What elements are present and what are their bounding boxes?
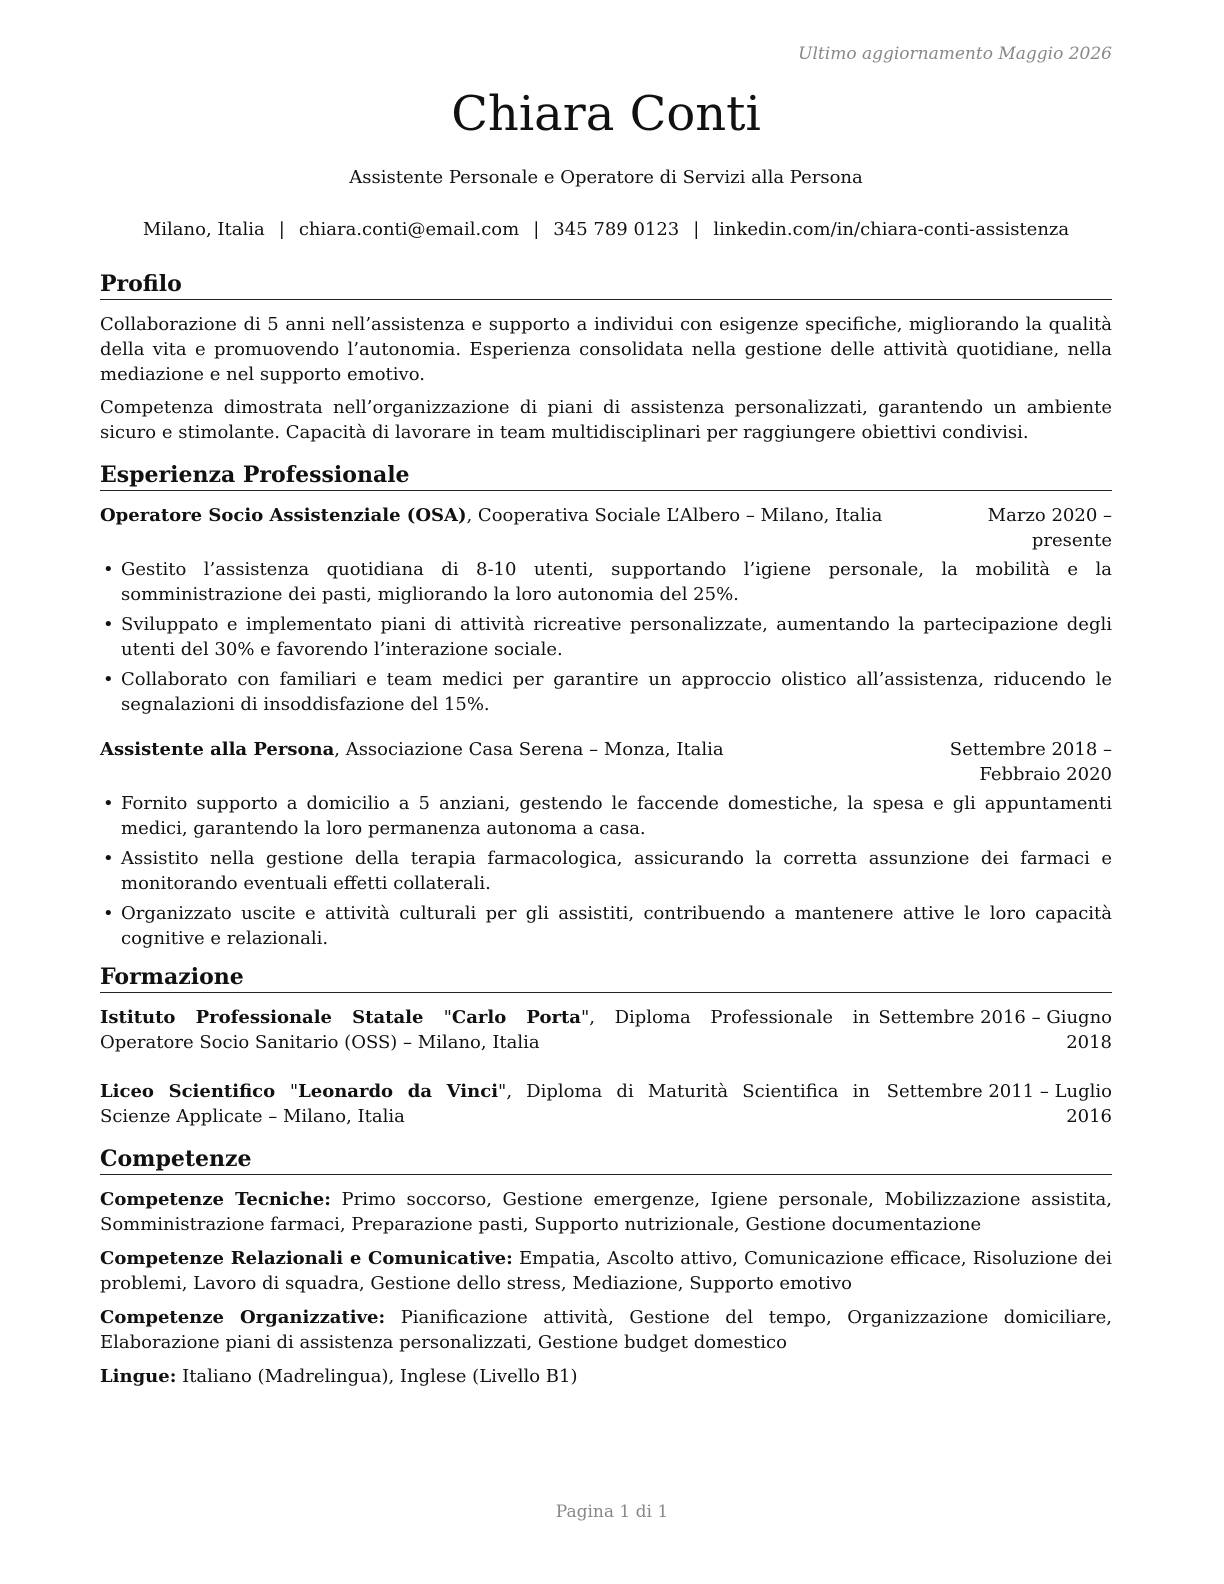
list-item: • Collaborato con familiari e team medici per garantire un approccio olistico all’assistenza, riducendo le segnalazioni di insoddisfazione del 15%. [103,669,1112,715]
skill-group: Competenze Tecniche: Primo soccorso, Gestione emergenze, Igiene personale, Mobilizzazione assistita, Somministrazione farmaci, Preparazione pasti, Supporto nutrizionale, Gestione documentazione [100,1189,1113,1235]
skill-group: Lingue: Italiano (Madrelingua), Inglese (Livello B1) [100,1366,578,1387]
skills-section [100,1145,1112,1389]
profile-section [100,270,1112,445]
contact-separator: | [278,219,285,240]
section-title: Esperienza Professionale [100,461,1112,491]
list-item: • Gestito l’assistenza quotidiana di 8-10 utenti, supportando l’igiene personale, la mobilità e la somministrazione dei pasti, migliorando la loro autonomia del 25%. [103,559,1112,605]
job-entry [100,737,1112,951]
bullet-icon: • [103,669,114,690]
education-entry: Liceo Scientifico "Leonardo da Vinci", Diploma di Maturità Scientifica in Scienze Applicate – Milano, Italia Settembre 2011 – Luglio 2016 [100,1081,1112,1127]
contact-linkedin[interactable]: linkedin.com/in/chiara-conti-assistenza [713,219,1070,240]
job-entry [100,503,1112,717]
candidate-title: Assistente Personale e Operatore di Servizi alla Persona [349,167,863,188]
education-dates: Settembre 2011 – Luglio 2016 [886,1081,1112,1127]
school-name: Istituto Professionale Statale [100,1007,444,1028]
resume-content [100,270,1112,1398]
education-entry: Istituto Professionale Statale "Carlo Porta", Diploma Professionale in Operatore Socio Sanitario (OSS) – Milano, Italia Settembre 2016 – Giugno 2018 [100,1007,1112,1053]
contact-email[interactable]: chiara.conti@email.com [298,219,520,240]
experience-section [100,461,1112,951]
bullet-icon: • [103,848,114,869]
job-dates: Settembre 2018 – Febbraio 2020 [949,739,1112,785]
job-dates: Marzo 2020 – presente [987,505,1112,551]
job-header [100,737,1112,787]
profile-paragraph: Competenza dimostrata nell’organizzazione di piani di assistenza personalizzati, garantendo un ambiente sicuro e stimolante. Capacità di lavorare in team multidisciplinari per raggiungere obiettivi condivisi. [100,397,1112,443]
contact-line [100,219,1112,240]
education-section [100,963,1112,1129]
job-bullets [100,557,1112,717]
last-updated: Ultimo aggiornamento Maggio 2026 [798,44,1112,64]
school-name: Liceo Scientifico [100,1081,290,1102]
contact-separator: | [533,219,540,240]
job-org: , Associazione Casa Serena – Monza, Italia [334,739,724,760]
list-item: • Sviluppato e implementato piani di attività ricreative personalizzate, aumentando la partecipazione degli utenti del 30% e favorendo l’interazione sociale. [103,614,1112,660]
section-title: Profilo [100,270,1112,300]
list-item: • Fornito supporto a domicilio a 5 anziani, gestendo le faccende domestiche, la spesa e gli appuntamenti medici, garantendo la loro permanenza autonoma a casa. [103,793,1112,839]
section-title: Competenze [100,1145,1112,1175]
skill-group: Competenze Organizzative: Pianificazione attività, Gestione del tempo, Organizzazione domiciliare, Elaborazione piani di assistenza personalizzati, Gestione budget domestico [100,1307,1112,1353]
job-header [100,503,1112,553]
degree-detail: , Diploma di Maturità Scientifica in Scienze Applicate – Milano, Italia [100,1081,871,1127]
contact-location: Milano, Italia [142,219,265,240]
job-bullets [100,791,1112,951]
bullet-icon: • [103,793,114,814]
bullet-icon: • [103,903,114,924]
profile-paragraph: Collaborazione di 5 anni nell’assistenza e supporto a individui con esigenze specifiche, migliorando la qualità della vita e promuovendo l’autonomia. Esperienza consolidata nella gestione delle attività quotidiane, nella mediazione e nel supporto emotivo. [100,314,1112,385]
candidate-name: Chiara Conti [451,86,761,142]
bullet-icon: • [103,614,114,635]
bullet-icon: • [103,559,114,580]
list-item: • Organizzato uscite e attività culturali per gli assistiti, contribuendo a mantenere attive le loro capacità cognitive e relazionali. [103,903,1112,949]
list-item: • Assistito nella gestione della terapia farmacologica, assicurando la corretta assunzione dei farmaci e monitorando eventuali effetti collaterali. [103,848,1112,894]
page-number: Pagina 1 di 1 [555,1502,669,1522]
job-role: Assistente alla Persona [100,739,335,760]
education-dates: Settembre 2016 – Giugno 2018 [878,1007,1112,1053]
contact-phone[interactable]: 345 789 0123 [553,219,680,240]
job-role: Operatore Socio Assistenziale (OSA) [100,505,467,526]
skill-group: Competenze Relazionali e Comunicative: Empatia, Ascolto attivo, Comunicazione efficace, Risoluzione dei problemi, Lavoro di squadra, Gestione dello stress, Mediazione, Supporto emotivo [100,1248,1112,1294]
degree-detail: , Diploma Professionale in Operatore Socio Sanitario (OSS) – Milano, Italia [100,1007,871,1053]
job-org: , Cooperativa Sociale L’Albero – Milano, Italia [466,505,883,526]
section-title: Formazione [100,963,1112,993]
contact-separator: | [693,219,700,240]
